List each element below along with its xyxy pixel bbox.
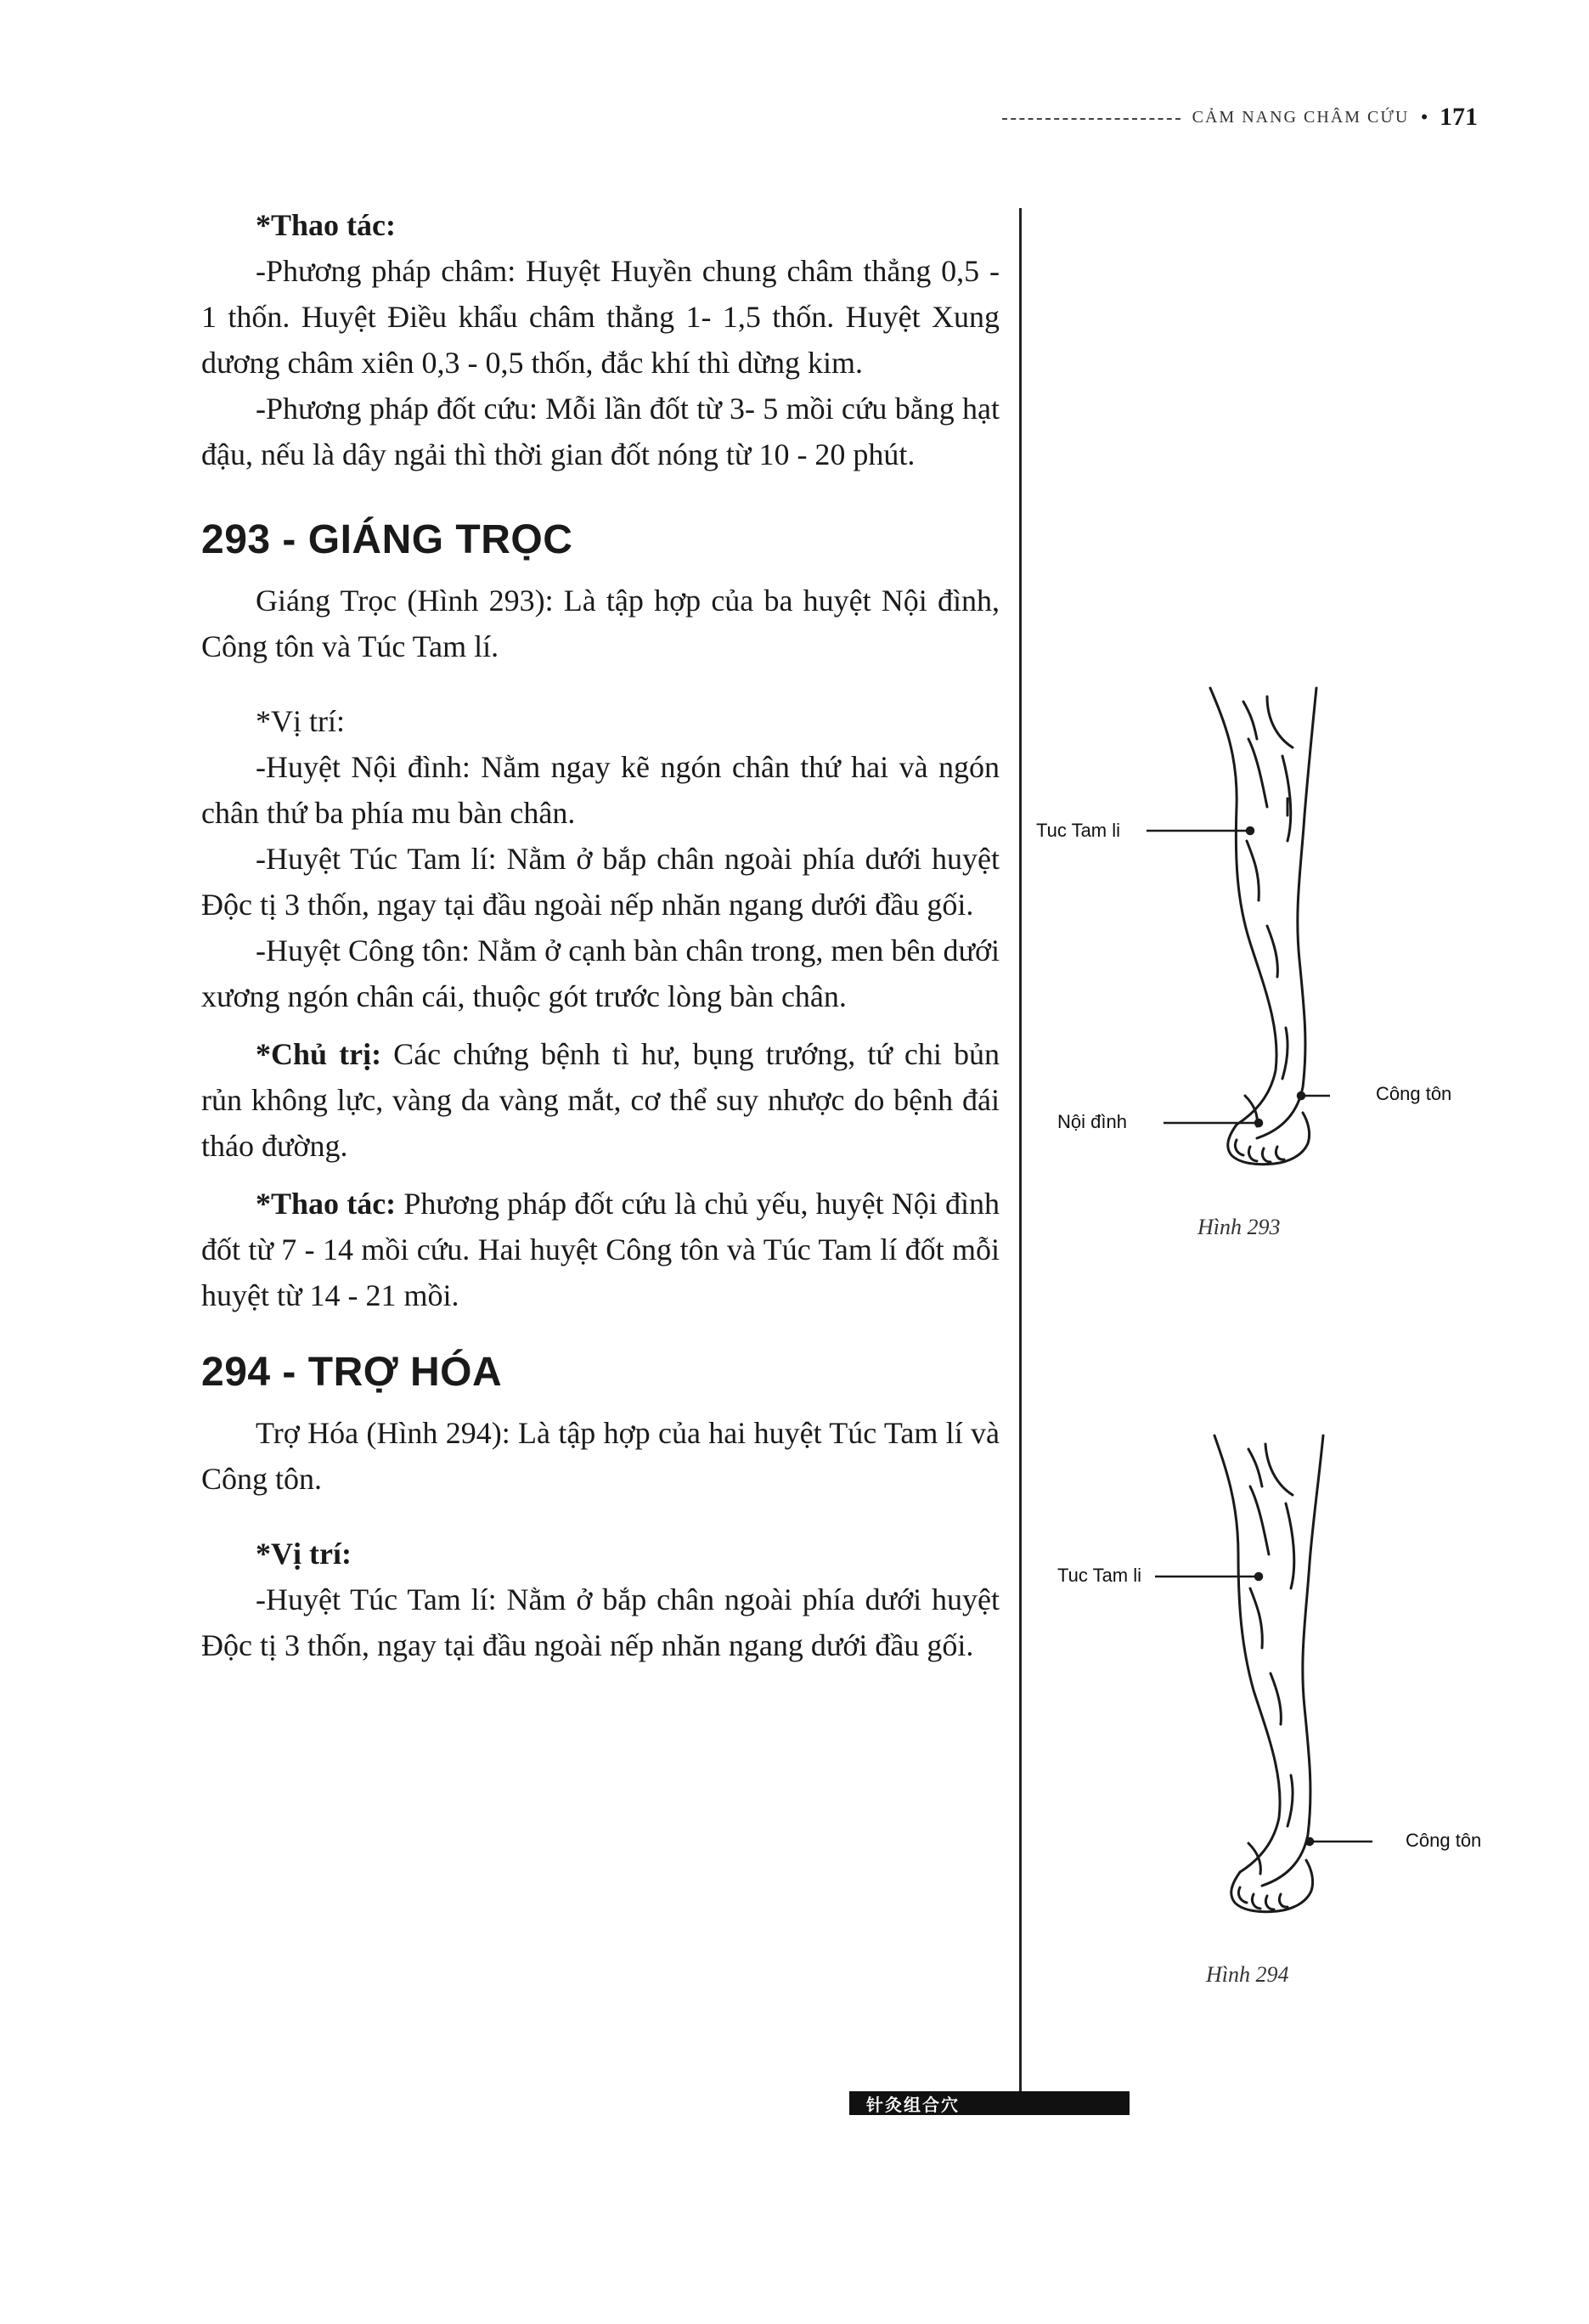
operation-label-293: *Thao tác: xyxy=(256,1187,397,1221)
label-tuc-tam-li: Tuc Tam li xyxy=(1036,820,1121,841)
leg-illustration-294 xyxy=(1045,1419,1554,2013)
section-294-intro: Trợ Hóa (Hình 294): Là tập hợp của hai huyệt Túc Tam lí và Công tôn. xyxy=(201,1416,1000,1496)
label-tuc-tam-li-294: Tuc Tam li xyxy=(1057,1565,1142,1586)
column-divider xyxy=(1019,208,1022,2107)
indication-paragraph xyxy=(201,1031,1000,1169)
indication-label: *Chủ trị: xyxy=(256,1037,382,1071)
section-293-location-label: *Vị trí: xyxy=(256,704,345,738)
location-tuc-tam-li-294: -Huyệt Túc Tam lí: Nằm ở bắp chân ngoài phía dưới huyệt Độc tị 3 thốn, ngay tại đầu ngoài nếp nhăn ngang dưới đầu gối. xyxy=(201,1582,1000,1662)
running-title: CẢM NANG CHÂM CỨU xyxy=(1192,107,1410,127)
operation-paragraph xyxy=(201,1181,1000,1318)
label-noi-dinh: Nội đình xyxy=(1057,1111,1127,1132)
footer-stamp-text: 针灸组合穴 xyxy=(866,2094,960,2115)
operation-label: *Thao tác: xyxy=(256,208,396,242)
needle-method-paragraph: -Phương pháp châm: Huyệt Huyền chung châm thẳng 0,5 - 1 thốn. Huyệt Điều khẩu châm thẳng 1- 1,5 thốn. Huyệt Xung dương châm xiên 0,3 - 0,5 thốn, đắc khí thì dừng kim. xyxy=(201,254,1000,380)
operation-text: Phương pháp đốt cứu là chủ yếu, huyệt Nội đình đốt từ 7 - 14 mồi cứu. Hai huyệt Công tôn và Túc Tam lí đốt mỗi huyệt từ 14 - 21 mồi. xyxy=(201,1187,1000,1312)
section-title-293: 293 - GIÁNG TRỌC xyxy=(201,517,573,562)
section-title-294: 294 - TRỢ HÓA xyxy=(201,1350,503,1395)
location-cong-ton: -Huyệt Công tôn: Nằm ở cạnh bàn chân trong, men bên dưới xương ngón chân cái, thuộc gót trước lòng bàn chân. xyxy=(201,934,1000,1013)
figure-293-caption: Hình 293 xyxy=(1197,1215,1281,1239)
section-294-location-label: *Vị trí: xyxy=(256,1537,352,1571)
page-number: 171 xyxy=(1440,103,1478,131)
label-cong-ton-294: Công tôn xyxy=(1406,1830,1482,1851)
text-column xyxy=(201,202,1000,1668)
header-separator: • xyxy=(1421,106,1428,127)
leg-illustration-293 xyxy=(1028,671,1537,1266)
location-tuc-tam-li: -Huyệt Túc Tam lí: Nằm ở bắp chân ngoài phía dưới huyệt Độc tị 3 thốn, ngay tại đầu ngoài nếp nhăn ngang dưới đầu gối. xyxy=(201,842,1000,922)
header-rule xyxy=(1002,118,1180,120)
running-header xyxy=(1002,100,1478,134)
moxa-method-paragraph: -Phương pháp đốt cứu: Mỗi lần đốt từ 3- 5 mồi cứu bằng hạt đậu, nếu là dây ngải thì thời gian đốt nóng từ 10 - 20 phút. xyxy=(201,392,1000,471)
figure-294 xyxy=(1045,1419,1554,2013)
section-293-intro: Giáng Trọc (Hình 293): Là tập hợp của ba huyệt Nội đình, Công tôn và Túc Tam lí. xyxy=(201,584,1000,663)
footer-stamp xyxy=(849,2091,1130,2115)
figure-293 xyxy=(1028,671,1537,1266)
figure-294-caption: Hình 294 xyxy=(1206,1962,1289,1987)
location-noi-dinh: -Huyệt Nội đình: Nằm ngay kẽ ngón chân thứ hai và ngón chân thứ ba phía mu bàn chân. xyxy=(201,750,1000,830)
label-cong-ton: Công tôn xyxy=(1376,1083,1452,1104)
indication-text: Các chứng bệnh tì hư, bụng trướng, tứ chi bủn rủn không lực, vàng da vàng mắt, cơ thể suy nhược do bệnh đái tháo đường. xyxy=(201,1037,1000,1163)
